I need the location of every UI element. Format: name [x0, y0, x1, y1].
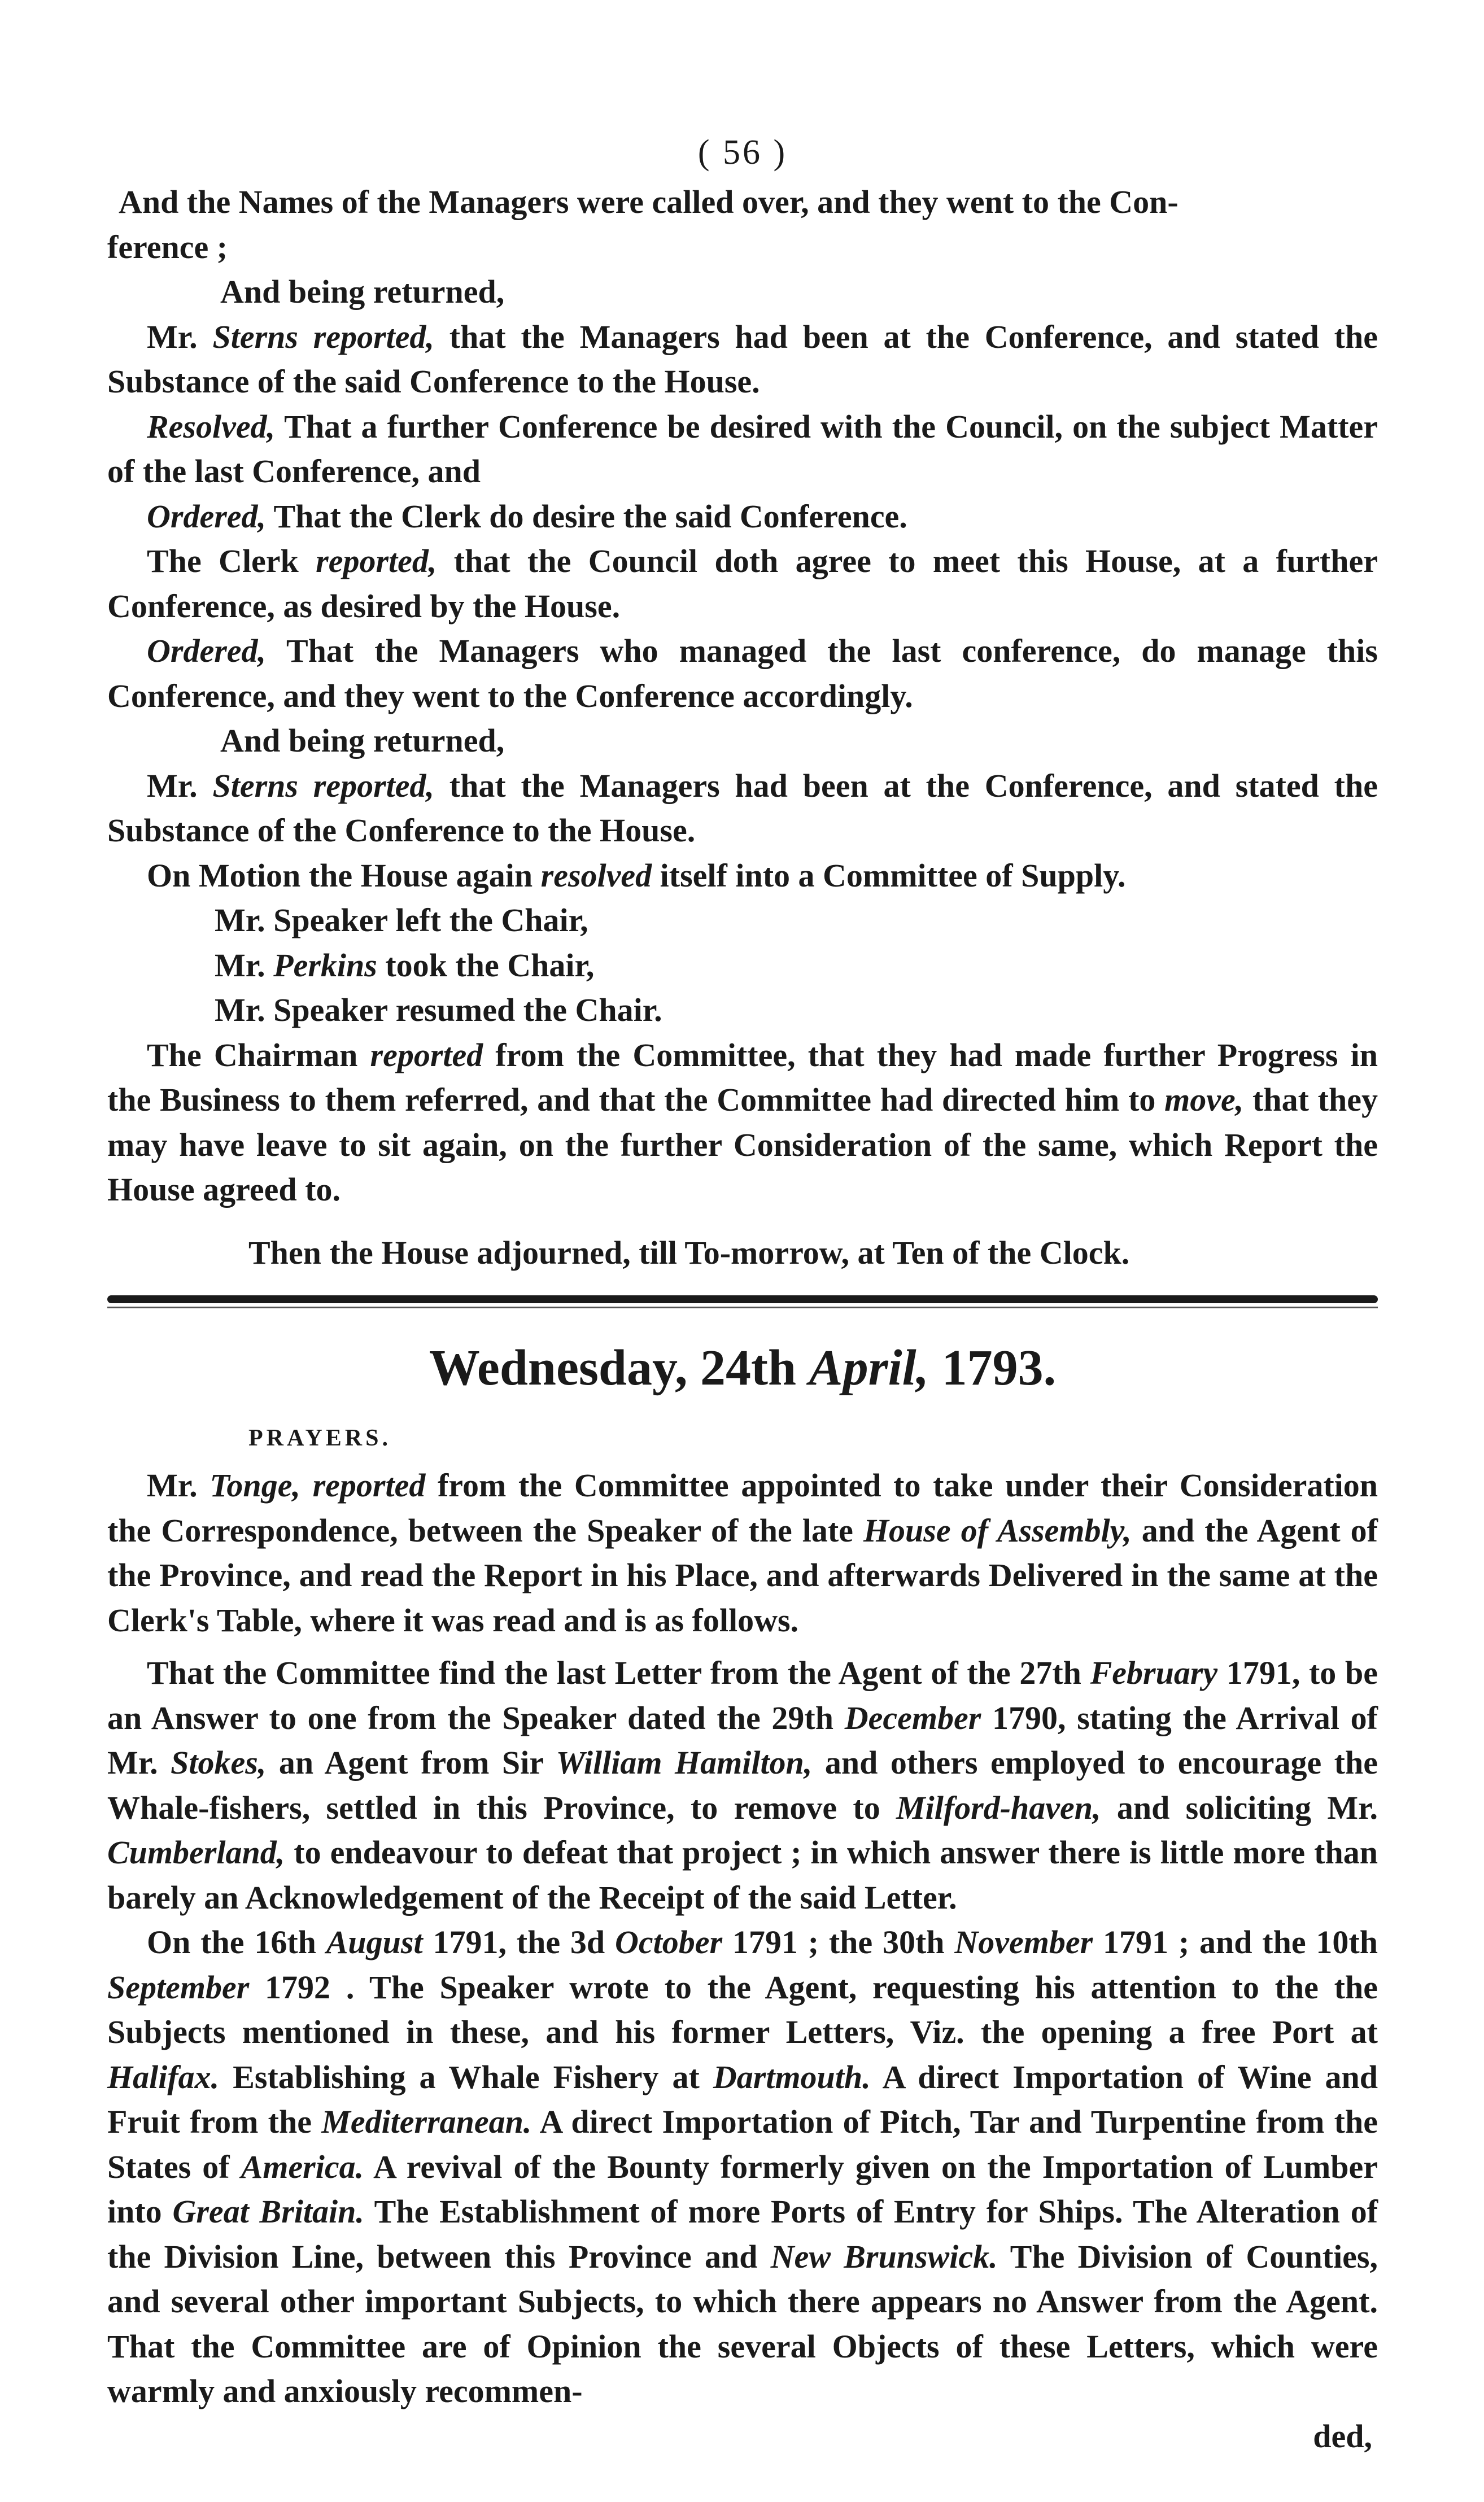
paragraph-speaker-left: Mr. Speaker left the Chair,: [215, 902, 588, 938]
paragraph-resolved: Resolved, That a further Conference be desired with the Council, on the subject Matter of the last Conference, and: [107, 408, 1378, 490]
paragraph-house-adjourned: Then the House adjourned, till To-morrow, at Ten of the Clock.: [248, 1234, 1130, 1271]
paragraph-chairman-reported: The Chairman reported from the Committee, that they had made further Progress in the Business to them referred, and that the Committee had directed him to move, that they may have leave to sit again, on the further Consideration of the same, which Report the House agreed to.: [107, 1036, 1378, 1208]
paragraph-sterns-reported-2: Mr. Sterns reported, that the Managers had been at the Conference, and stated the Substance of the Conference to the House.: [107, 767, 1378, 849]
paragraph-committee-of-supply: On Motion the House again resolved itself into a Committee of Supply.: [147, 857, 1126, 894]
paragraph-clerk-reported: The Clerk reported, that the Council doth agree to meet this House, at a further Conference, as desired by the House.: [107, 543, 1378, 625]
prayers-label: PRAYERS.: [248, 1425, 391, 1451]
date-heading: Wednesday, 24th April, 1793.: [429, 1340, 1057, 1396]
paragraph-ordered-1: Ordered, That the Clerk do desire the said Conference.: [147, 497, 907, 535]
section-divider-thin-rule: [107, 1307, 1378, 1308]
paragraph-speaker-wrote: On the 16th August 1791, the 3d October 1791 ; the 30th November 1791 ; and the 10th September 1792 . The Speaker wrote to the Agent, requesting his attention to the the Subjects mentioned in these, and his former Letters, Viz. the opening a free Port at Halifax. Establishing a Whale Fishery at Dartmouth. A direct Importation of Wine and Fruit from the Mediterranean. A direct Importation of Pitch, Tar and Turpentine from the States of America. A revival of the Bounty formerly given on the Importation of Lumber into Great Britain. The Establishment of more Ports of Entry for Ships. The Alteration of the Division Line, between this Province and New Brunswick. The Division of Counties, and several other important Subjects, to which there appears no Answer from the Agent. That the Committee are of Opinion the several Objects of these Letters, which were warmly and anxiously recommen-: [107, 1924, 1378, 2409]
catchword: ded,: [1313, 2417, 1372, 2455]
paragraph-speaker-resumed: Mr. Speaker resumed the Chair.: [215, 992, 662, 1028]
paragraph-ordered-2: Ordered, That the Managers who managed the last conference, do manage this Conference, and they went to the Conference accordingly.: [107, 632, 1378, 714]
section-divider-rule: [107, 1295, 1378, 1303]
paragraph-being-returned-2: And being returned,: [220, 722, 505, 759]
paragraph-perkins-took: Mr. Perkins took the Chair,: [215, 946, 595, 984]
paragraph-tonge-reported: Mr. Tonge, reported from the Committee appointed to take under their Consideration the Correspondence, between the Speaker of the late House of Assembly, and the Agent of the Province, and read the Report in his Place, and afterwards Delivered in the same at the Clerk's Table, where it was read and is as follows.: [107, 1467, 1378, 1639]
document-page: [107, 130, 1378, 2459]
paragraph-being-returned-1: And being returned,: [220, 273, 505, 310]
paragraph-managers-called: And the Names of the Managers were called over, and they went to the Con- ference ;: [107, 184, 1179, 265]
paragraph-committee-find: That the Committee find the last Letter from the Agent of the 27th February 1791, to be an Answer to one from the Speaker dated the 29th December 1790, stating the Arrival of Mr. Stokes, an Agent from Sir William Hamilton, and others employed to encourage the Whale-fishers, settled in this Province, to remove to Milford-haven, and soliciting Mr. Cumberland, to endeavour to defeat that project ; in which answer there is little more than barely an Acknowledgement of the Receipt of the said Letter.: [107, 1654, 1378, 1916]
page-number: ( 56 ): [697, 133, 788, 172]
paragraph-sterns-reported-1: Mr. Sterns reported, that the Managers had been at the Conference, and stated the Substance of the said Conference to the House.: [107, 318, 1378, 400]
